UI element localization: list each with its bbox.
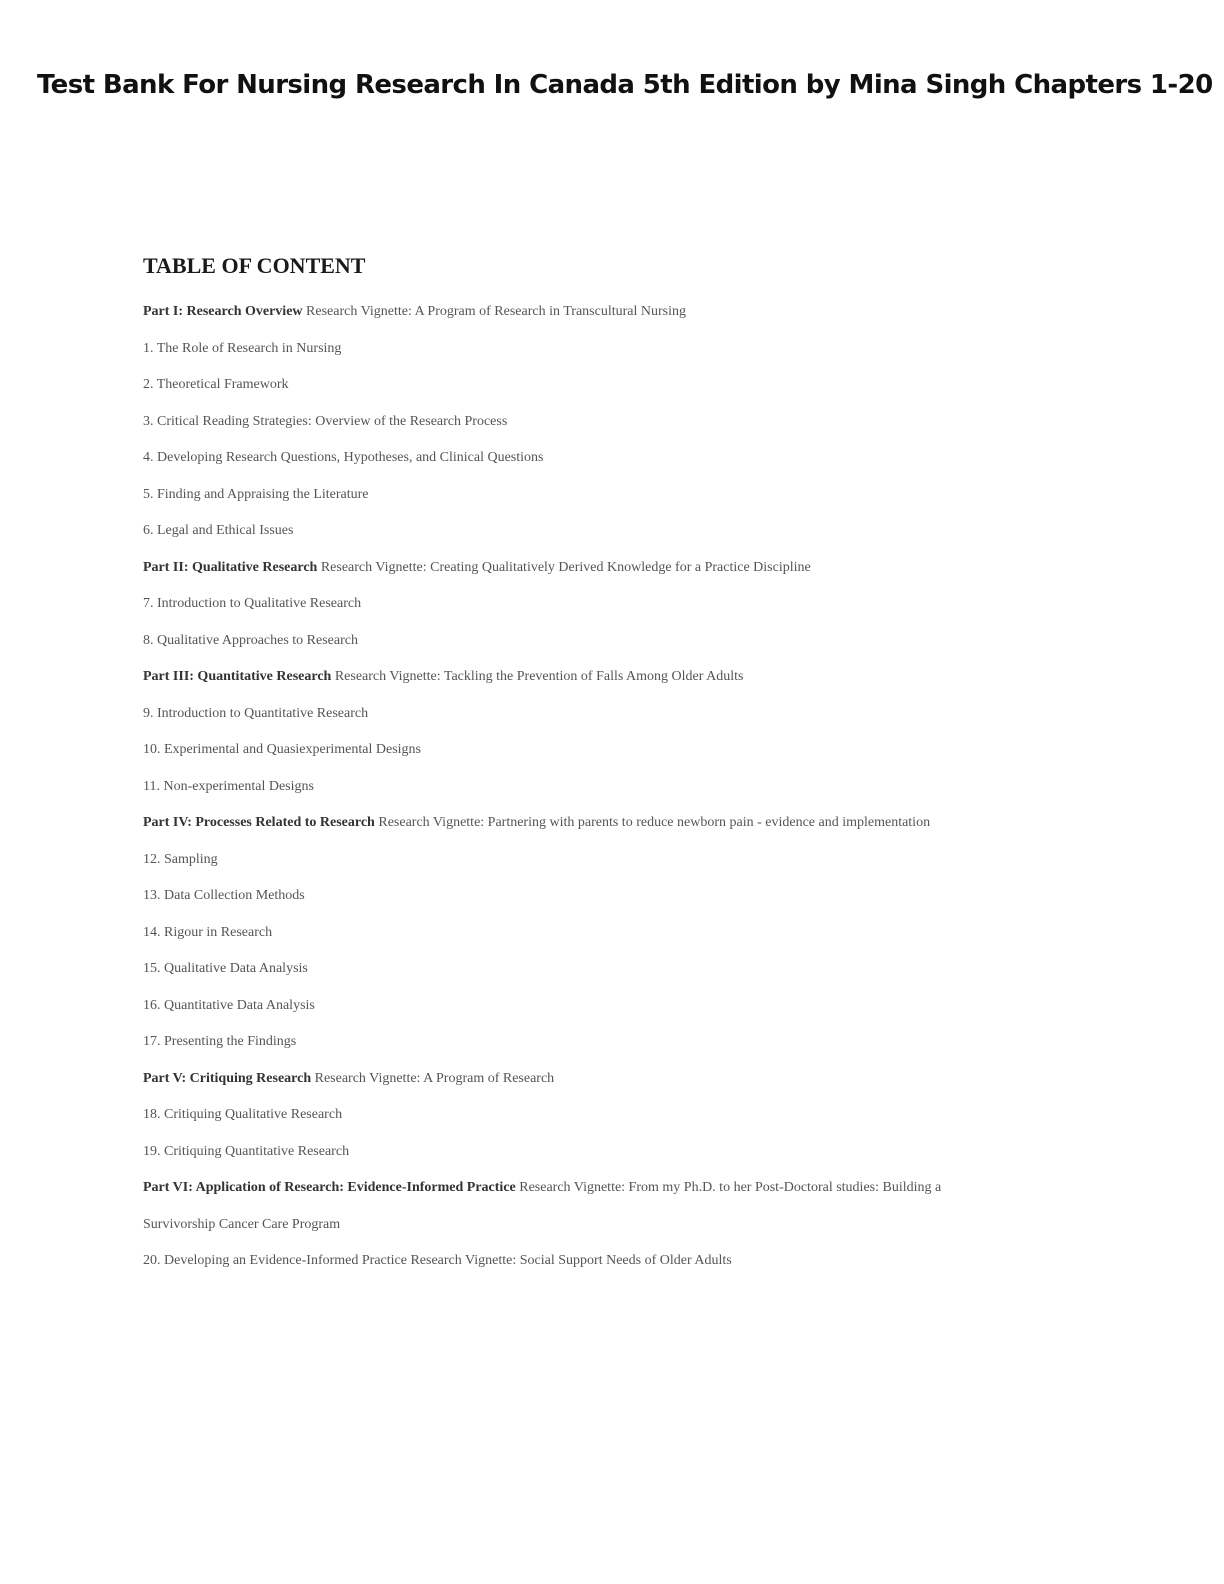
- toc-chapter-entry: [143, 1134, 1143, 1171]
- toc-part-entry: [143, 1170, 1143, 1207]
- toc-part-title: Part III: Quantitative Research: [143, 669, 332, 684]
- toc-part-title: Part V: Critiquing Research: [143, 1070, 312, 1086]
- toc-part-vignette: Research Vignette: A Program of Research: [314, 1070, 555, 1086]
- toc-chapter-title: 13. Data Collection Methods: [143, 888, 305, 903]
- toc-part-entry: [143, 805, 1143, 842]
- toc-chapter-entry: [143, 331, 1143, 368]
- toc-chapter-entry: [143, 586, 1143, 623]
- toc-chapter-title: 20. Developing an Evidence-Informed Practice Research Vignette: Social Support Needs of Older Adults: [143, 1253, 732, 1268]
- toc-chapter-entry: [143, 1097, 1143, 1134]
- toc-part-entry: [143, 1061, 1143, 1098]
- toc-chapter-title: 1. The Role of Research in Nursing: [143, 340, 342, 356]
- toc-chapter-title: 8. Qualitative Approaches to Research: [143, 632, 358, 648]
- toc-chapter-entry: [143, 404, 1143, 441]
- toc-part-entry: [143, 294, 1143, 331]
- toc-part-entry: [143, 659, 1143, 696]
- toc-chapter-entry: [143, 1207, 1143, 1244]
- toc-chapter-title: Survivorship Cancer Care Program: [143, 1216, 341, 1232]
- toc-chapter-entry: [143, 732, 1143, 769]
- toc-chapter-title: 12. Sampling: [143, 851, 218, 867]
- toc-chapter-entry: [143, 842, 1143, 879]
- toc-part-vignette: Research Vignette: From my Ph.D. to her Post-Doctoral studies: Building a: [519, 1180, 942, 1195]
- toc-list: [143, 294, 1143, 1280]
- toc-chapter-entry: [143, 1243, 1143, 1280]
- toc-part-vignette: Research Vignette: Partnering with parents to reduce newborn pain - evidence and implementation: [378, 815, 931, 830]
- toc-chapter-title: 9. Introduction to Quantitative Research: [143, 705, 369, 721]
- table-of-contents: [143, 252, 1143, 1280]
- toc-chapter-entry: [143, 988, 1143, 1025]
- toc-chapter-entry: [143, 951, 1143, 988]
- toc-part-vignette: Research Vignette: Creating Qualitatively Derived Knowledge for a Practice Discipline: [320, 559, 811, 575]
- toc-part-title: Part I: Research Overview: [143, 304, 303, 319]
- toc-chapter-entry: [143, 878, 1143, 915]
- toc-chapter-title: 14. Rigour in Research: [143, 924, 273, 940]
- toc-chapter-entry: [143, 915, 1143, 952]
- toc-chapter-title: 4. Developing Research Questions, Hypotheses, and Clinical Questions: [143, 450, 544, 465]
- toc-chapter-entry: [143, 696, 1143, 733]
- toc-chapter-title: 18. Critiquing Qualitative Research: [143, 1107, 343, 1122]
- toc-part-title: Part II: Qualitative Research: [143, 559, 318, 575]
- toc-part-vignette: Research Vignette: Tackling the Prevention of Falls Among Older Adults: [334, 669, 744, 684]
- toc-chapter-entry: [143, 477, 1143, 514]
- toc-chapter-title: 15. Qualitative Data Analysis: [143, 961, 308, 976]
- toc-part-entry: [143, 550, 1143, 587]
- toc-chapter-title: 10. Experimental and Quasiexperimental Designs: [143, 742, 421, 757]
- toc-part-title: Part IV: Processes Related to Research: [143, 815, 375, 830]
- page-title: Test Bank For Nursing Research In Canada 5th Edition by Mina Singh Chapters 1-20: [37, 70, 1213, 100]
- toc-chapter-title: 3. Critical Reading Strategies: Overview of the Research Process: [143, 413, 508, 429]
- toc-chapter-entry: [143, 623, 1143, 660]
- toc-chapter-title: 7. Introduction to Qualitative Research: [143, 596, 362, 611]
- toc-part-title: Part VI: Application of Research: Evidence-Informed Practice: [143, 1180, 516, 1195]
- toc-chapter-entry: [143, 769, 1143, 806]
- toc-chapter-title: 6. Legal and Ethical Issues: [143, 523, 294, 538]
- toc-heading: TABLE OF CONTENT: [143, 253, 366, 278]
- toc-chapter-title: 17. Presenting the Findings: [143, 1034, 297, 1049]
- toc-chapter-entry: [143, 440, 1143, 477]
- toc-chapter-entry: [143, 1024, 1143, 1061]
- toc-chapter-title: 5. Finding and Appraising the Literature: [143, 486, 369, 502]
- toc-chapter-title: 19. Critiquing Quantitative Research: [143, 1143, 350, 1159]
- toc-chapter-entry: [143, 367, 1143, 404]
- toc-chapter-title: 2. Theoretical Framework: [143, 377, 289, 392]
- toc-chapter-title: 16. Quantitative Data Analysis: [143, 997, 315, 1013]
- toc-chapter-entry: [143, 513, 1143, 550]
- toc-chapter-title: 11. Non-experimental Designs: [143, 778, 314, 794]
- toc-part-vignette: Research Vignette: A Program of Research in Transcultural Nursing: [306, 304, 686, 319]
